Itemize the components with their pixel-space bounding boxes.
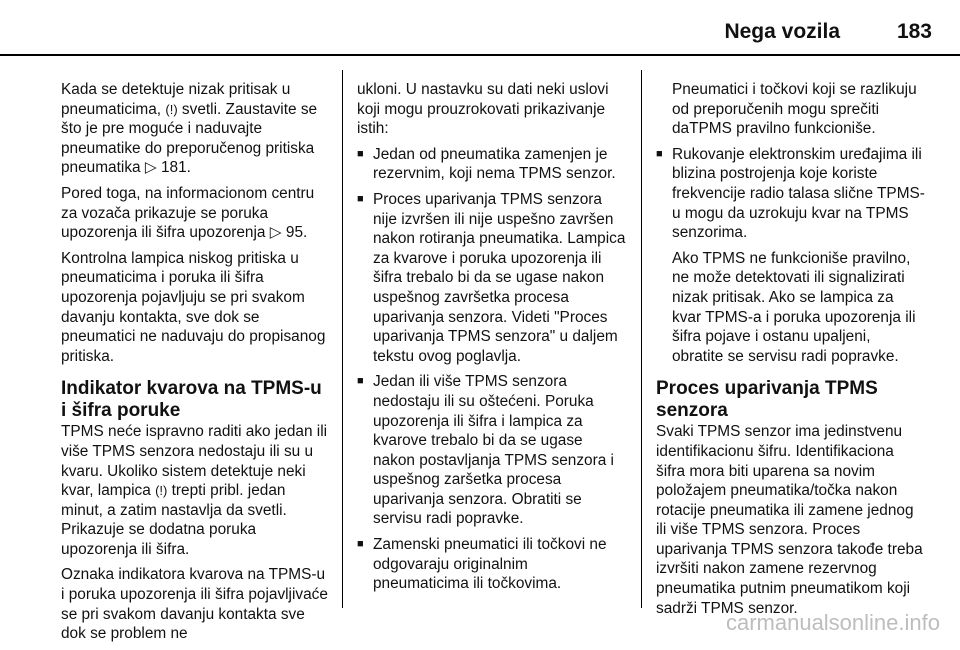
paragraph: Pored toga, na informacionom centru za vozača prikazuje se poruka upozorenja ili šifra upozorenja ▷ 95. bbox=[61, 184, 315, 242]
paragraph: Oznaka indikatora kvarova na TPMS-u i poruka upozorenja ili šifra pojavljivaće se pri svakom davanju kontakta sve dok se problem ne bbox=[61, 566, 328, 643]
page-number: 183 bbox=[896, 20, 932, 43]
paragraph: Kada se detektuje nizak pritisak u pneumaticima, (!) svetli. Zaustavite se što je pre moguće i naduvajte pneumatike do preporučenog pritiska pneumatika ▷ 181. bbox=[61, 81, 318, 177]
column-3 bbox=[656, 80, 926, 624]
column-2 bbox=[357, 80, 627, 600]
tire-pressure-warning-icon: (!) bbox=[155, 483, 168, 499]
watermark: carmanualsonline.info bbox=[725, 610, 940, 635]
paragraph: ukloni. U nastavku su dati neki uslovi koji mogu prouzrokovati prikazivanje istih: bbox=[357, 81, 609, 138]
section-heading: Indikator kvarova na TPMS-u i šifra poruke bbox=[61, 378, 322, 422]
page-ref-arrow-icon: ▷ bbox=[144, 159, 157, 177]
header-rule bbox=[0, 54, 960, 56]
column-1 bbox=[61, 80, 329, 650]
condition-list bbox=[357, 145, 627, 594]
list-item: ■ Jedan ili više TPMS senzora nedostaju ili su oštećeni. Poruka upozorenja ili šifra i lampica za kvarove trebalo bi da se ugase nakon postavljanja TPMS senzora i uspešnog zaršetka procesa uparivanja senzora. Obratiti se servisu radi popravke. bbox=[357, 372, 627, 529]
paragraph: Pneumatici i točkovi koji se razlikuju od preporučenih mogu sprečiti daTPMS pravilno funkcioniše. bbox=[672, 81, 917, 138]
note-paragraph: Ako TPMS ne funkcioniše pravilno, ne može detektovati ili signalizirati nizak pritisak. Ako se lampica za kvar TPMS-a i poruka upozorenja ili šifra pojave i ostanu upaljeni, obratite se servisu radi popravke. bbox=[672, 249, 916, 365]
paragraph: TPMS neće ispravno raditi ako jedan ili više TPMS senzora nedostaju ili su u kvaru. Ukoliko sistem detektuje neki kvar, lampica (!) trepti pribl. jedan minut, a zatim nastavlja da svetli. Prikazuje se dodatna poruka upozorenja ili šifra. bbox=[61, 423, 328, 558]
paragraph: Svaki TPMS senzor ima jedinstvenu identifikacionu šifru. Identifikaciona šifra mora biti uparena sa novim položajem pneumatika/točka nakon rotacije pneumatika ili zamene jednog ili više TPMS senzora. Proces uparivanja TPMS senzora takođe treba izvršiti nakon zamene rezervnog pneumatika putnim pneumatikom koji sadrži TPMS senzor. bbox=[656, 423, 923, 617]
list-item: ■ Zamenski pneumatici ili točkovi ne odgovaraju originalnim pneumaticima ili točkovima. bbox=[357, 535, 627, 594]
page-header bbox=[0, 0, 960, 56]
list-item: ■ Proces uparivanja TPMS senzora nije izvršen ili nije uspešno završen nakon rotiranja pneumatika. Lampica za kvarove i poruka upozorenja ili šifra trebalo bi da se ugase nakon uspešnog završetka procesa uparivanja senzora. Videti "Proces uparivanja TPMS senzora" u daljem tekstu ovog poglavlja. bbox=[357, 190, 627, 366]
page-ref-arrow-icon: ▷ bbox=[269, 224, 282, 242]
section-heading: Proces uparivanja TPMS senzora bbox=[656, 378, 878, 422]
tire-pressure-warning-icon: (!) bbox=[165, 101, 178, 117]
condition-list bbox=[656, 145, 926, 243]
column-divider bbox=[641, 70, 642, 608]
page-title: Nega vozila bbox=[724, 20, 840, 43]
column-divider bbox=[342, 70, 343, 608]
list-item: ■ Jedan od pneumatika zamenjen je rezervnim, koji nema TPMS senzor. bbox=[357, 145, 627, 184]
paragraph: Kontrolna lampica niskog pritiska u pneumaticima i poruka ili šifra upozorenja pojavljuju se pri svakom davanju kontakta, sve dok se pneumatici ne naduvaju do propisanog pritiska. bbox=[61, 249, 326, 365]
list-item: ■ Rukovanje elektronskim uređajima ili blizina postrojenja koje koriste frekvencije radio talasa slične TPMS-u mogu da uzrokuju kvar na TPMS senzorima. bbox=[656, 145, 926, 243]
